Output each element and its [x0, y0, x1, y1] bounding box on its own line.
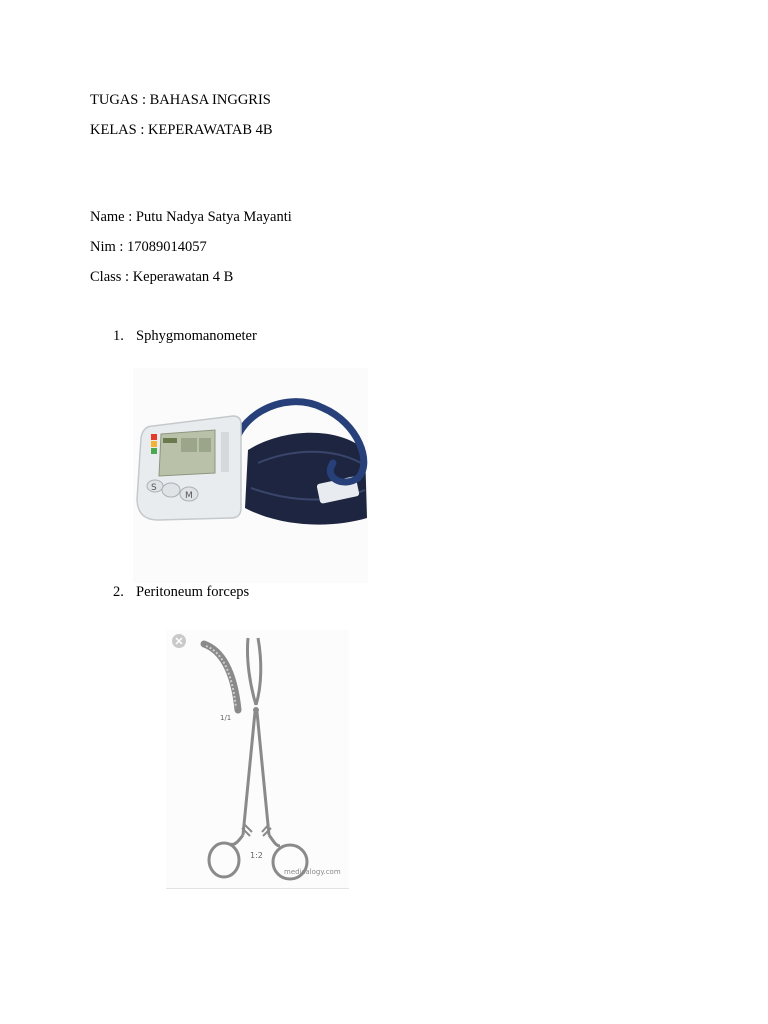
- main-scale-label: 1:2: [250, 851, 263, 860]
- list-item-1: [113, 328, 257, 345]
- peritoneum-forceps-image: [166, 630, 349, 889]
- student-nim: Nim : 17089014057: [90, 239, 207, 255]
- student-class: Class : Keperawatan 4 B: [90, 269, 234, 285]
- assignment-class: KELAS : KEPERAWATAB 4B: [90, 122, 273, 138]
- list-number: 2.: [113, 584, 124, 600]
- list-number: 1.: [113, 328, 124, 344]
- blood-pressure-monitor-icon: [133, 368, 368, 583]
- button-label-s: S: [151, 483, 157, 493]
- list-label: Sphygmomanometer: [136, 328, 257, 344]
- student-name: Name : Putu Nadya Satya Mayanti: [90, 209, 292, 225]
- detail-scale-label: 1/1: [220, 714, 232, 722]
- list-item-2: [113, 584, 249, 601]
- list-label: Peritoneum forceps: [136, 584, 250, 600]
- sphygmomanometer-image: [133, 368, 368, 583]
- assignment-subject: TUGAS : BAHASA INGGRIS: [90, 92, 271, 108]
- forceps-icon: [166, 630, 349, 888]
- button-label-m: M: [185, 491, 193, 501]
- watermark: medicalogy.com: [284, 868, 341, 876]
